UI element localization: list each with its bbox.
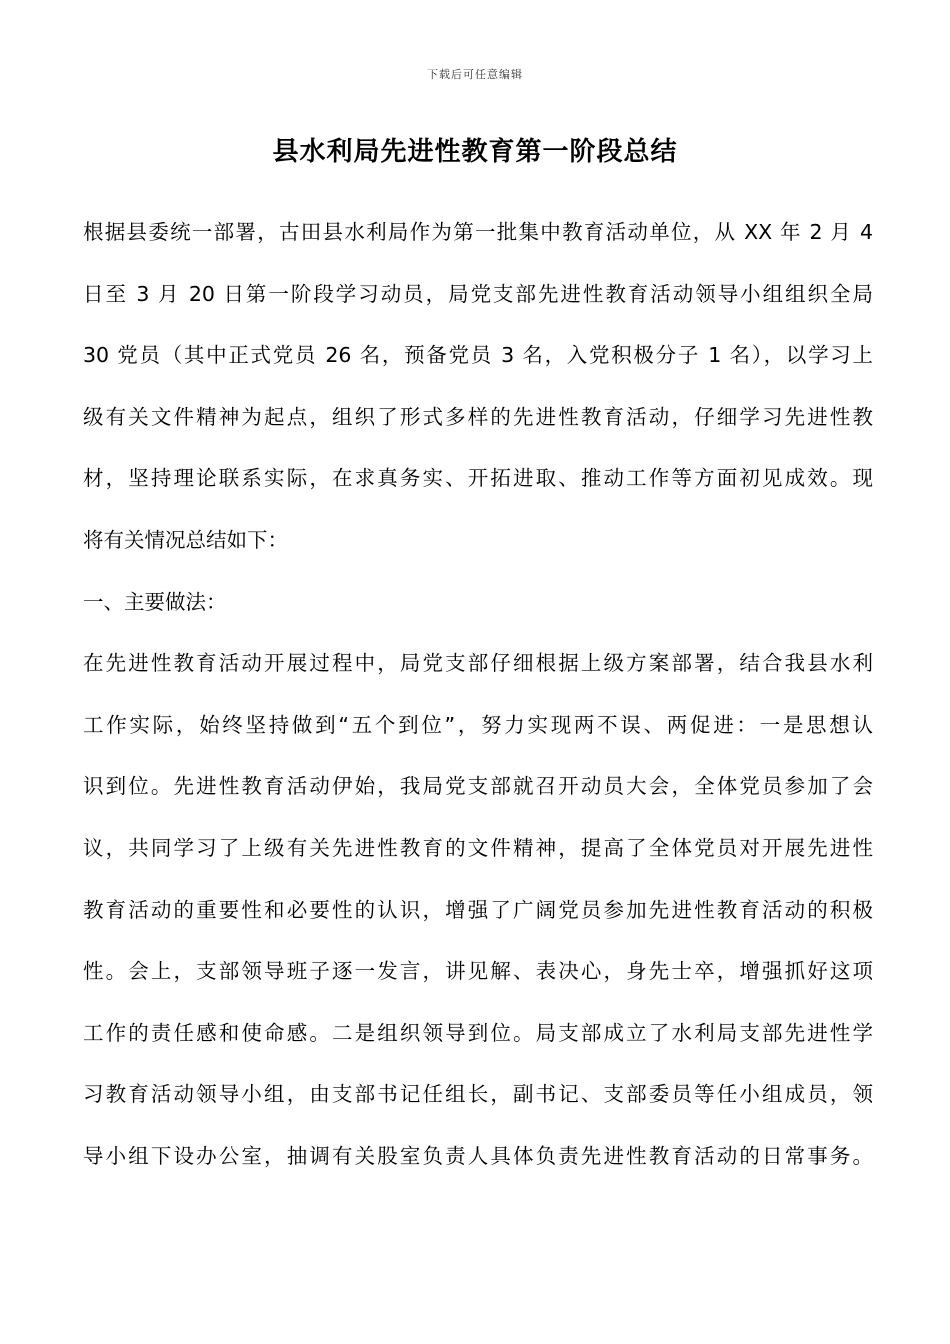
paragraph-line: 30 党员（其中正式党员 26 名，预备党员 3 名，入党积极分子 1 名），以学习上 (83, 343, 873, 368)
paragraph-line: 习教育活动领导小组，由支部书记任组长，副书记、支部委员等任小组成员，领 (83, 1082, 873, 1107)
paragraph-line: 工作实际，始终坚持做到“五个到位”，努力实现两不误、两促进：一是思想认 (83, 712, 873, 737)
paragraph-line: 根据县委统一部署，古田县水利局作为第一批集中教育活动单位，从 XX 年 2 月 4 (83, 220, 873, 244)
paragraph-line: 议，共同学习了上级有关先进性教育的文件精神，提高了全体党员对开展先进性 (83, 835, 873, 860)
paragraph-line: 在先进性教育活动开展过程中，局党支部仔细根据上级方案部署，结合我县水利 (83, 651, 873, 676)
paragraph-line: 日至 3 月 20 日第一阶段学习动员，局党支部先进性教育活动领导小组组织全局 (83, 281, 873, 306)
document-title: 县水利局先进性教育第一阶段总结 (272, 137, 678, 167)
paragraph-line: 将有关情况总结如下： (83, 527, 288, 552)
paragraph-line: 材，坚持理论联系实际，在求真务实、开拓进取、推动工作等方面初见成效。现 (83, 466, 873, 491)
header-note: 下载后可任意编辑 (427, 68, 523, 81)
paragraph-line: 导小组下设办公室，抽调有关股室负责人具体负责先进性教育活动的日常事务。 (83, 1143, 873, 1168)
paragraph-line: 教育活动的重要性和必要性的认识，增强了广阔党员参加先进性教育活动的积极 (83, 897, 873, 922)
paragraph-line: 工作的责任感和使命感。二是组织领导到位。局支部成立了水利局支部先进性学 (83, 1020, 873, 1045)
paragraph-line: 性。会上，支部领导班子逐一发言，讲见解、表决心，身先士卒，增强抓好这项 (83, 959, 873, 984)
section-heading: 一、主要做法： (83, 589, 227, 614)
paragraph-line: 识到位。先进性教育活动伊始，我局党支部就召开动员大会，全体党员参加了会 (83, 774, 873, 799)
paragraph-line: 级有关文件精神为起点，组织了形式多样的先进性教育活动，仔细学习先进性教 (83, 404, 873, 429)
document-body (83, 222, 873, 1208)
